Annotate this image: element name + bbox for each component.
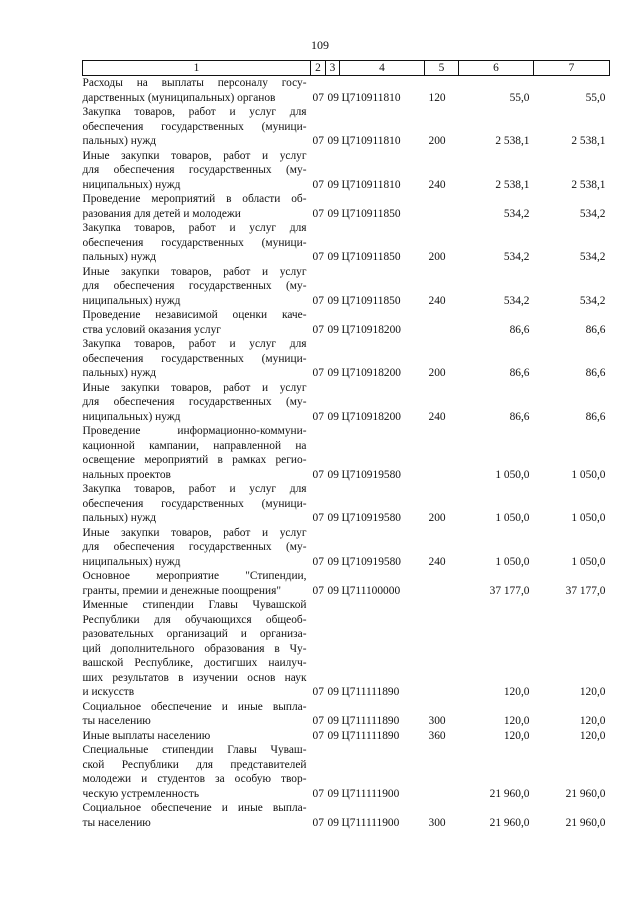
table-row [83,598,610,700]
description-line: Социальное обеспечение и иные выпла- [82,802,307,814]
target-article-code: Ц710919580 [341,468,401,481]
description-line: молодежи и студентов за особую твор- [82,773,307,785]
target-article-code: Ц710911810 [341,178,401,191]
table-row [83,308,610,337]
description-line: и искусств [82,686,135,698]
amount-total: 86,6 [585,367,606,379]
row-description [83,221,311,265]
expense-type-code: 300 [428,715,446,727]
page-number: 109 [311,38,329,52]
table-row [83,700,610,729]
table-row [83,482,610,526]
description-line: ты населению [82,715,151,727]
target-article-code: Ц710911810 [341,91,401,104]
expense-type-code: 200 [428,367,446,379]
amount-total: 55,0 [585,91,606,104]
subsection-code: 09 [327,323,339,336]
expense-type-code: 360 [428,729,446,742]
description-line: обеспечения государственных (муници- [82,497,307,510]
table-row [83,424,610,482]
amount-plan: 86,6 [509,410,530,423]
section-code: 07 [312,251,324,263]
description-line: Основное мероприятие "Стипендии, [82,570,307,582]
expense-type-code: 300 [428,816,446,829]
description-line: ниципальных) нужд [82,294,181,307]
table-row [83,76,610,106]
table-row [83,149,610,193]
column-header: 3 [326,61,340,76]
subsection-code: 09 [327,816,339,829]
section-code: 07 [312,468,324,481]
section-code: 07 [312,410,324,423]
amount-total: 1 050,0 [571,468,606,481]
amount-total: 1 050,0 [571,512,606,524]
description-line: Закупка товаров, работ и услуг для [82,106,307,118]
row-description [83,192,311,221]
target-article-code: Ц710918200 [341,367,401,379]
expense-type-code: 200 [428,512,446,524]
amount-total: 120,0 [579,715,606,727]
section-code: 07 [312,729,324,742]
row-description [83,308,311,337]
amount-total: 37 177,0 [565,584,606,597]
description-line: Проведение информационно-коммуни- [82,425,307,437]
table-row [83,221,610,265]
amount-total: 86,6 [585,323,606,336]
table-row [83,743,610,801]
expense-type-code [425,598,459,700]
amount-total: 1 050,0 [571,555,606,568]
description-line: обеспечения государственных (муници- [82,236,307,249]
target-article-code: Ц711111890 [341,729,400,742]
row-description [83,598,311,700]
expense-type-code: 200 [428,135,446,147]
section-code: 07 [312,178,324,191]
description-line: Именные стипендии Главы Чувашской [82,599,307,611]
description-line: ства условий оказания услуг [82,323,221,336]
subsection-code: 09 [327,135,339,147]
subsection-code: 09 [327,512,339,524]
amount-total: 120,0 [579,729,606,742]
description-line: ниципальных) нужд [82,410,181,423]
description-line: ты населению [82,816,151,829]
description-line: пальных) нужд [82,135,157,147]
description-line: для обеспечения государственных (му- [82,396,307,408]
description-line: ций дополнительного образования в Чу- [82,642,307,655]
description-line: Иные закупки товаров, работ и услуг [82,526,307,539]
target-article-code: Ц710918200 [341,323,401,336]
description-line: Социальное обеспечение и иные выпла- [82,700,307,713]
row-description [83,424,311,482]
amount-plan: 55,0 [509,91,530,104]
amount-plan: 120,0 [503,715,530,727]
description-line: Республики для обучающихся общеоб- [82,613,307,626]
row-description [83,526,311,570]
row-description [83,337,311,381]
description-line: дарственных (муниципальных) органов [82,91,276,104]
amount-plan: 86,6 [509,323,530,336]
expense-type-code: 120 [428,91,446,104]
subsection-code: 09 [327,729,339,742]
expense-type-code [425,743,459,801]
amount-plan: 1 050,0 [495,555,530,568]
subsection-code: 09 [327,584,339,597]
description-line: кационной кампании, направленной на [82,439,307,452]
amount-total: 2 538,1 [571,178,606,191]
row-description [83,265,311,309]
description-line: Закупка товаров, работ и услуг для [82,222,307,234]
table-row [83,105,610,149]
subsection-code: 09 [327,468,339,481]
section-code: 07 [312,294,324,307]
subsection-code: 09 [327,715,339,727]
target-article-code: Ц711100000 [341,584,401,597]
row-description [83,381,311,425]
expense-type-code [425,424,459,482]
target-article-code: Ц710911810 [341,135,401,147]
amount-plan: 120,0 [503,686,530,698]
row-description [83,149,311,193]
amount-total: 2 538,1 [571,135,606,147]
section-code: 07 [312,91,324,104]
subsection-code: 09 [327,410,339,423]
budget-table [82,60,610,830]
target-article-code: Ц710919580 [341,512,401,524]
description-line: пальных) нужд [82,367,157,379]
expense-type-code [425,569,459,598]
description-line: ской Республики для представителей [82,758,307,771]
expense-type-code [425,192,459,221]
row-description [83,105,311,149]
description-line: ниципальных) нужд [82,178,181,191]
description-line: для обеспечения государственных (му- [82,164,307,176]
description-line: Проведение мероприятий в области об- [82,193,307,205]
expense-type-code: 240 [428,178,446,191]
target-article-code: Ц711111890 [341,686,400,698]
row-description [83,569,311,598]
description-line: пальных) нужд [82,251,157,263]
description-line: Иные закупки товаров, работ и услуг [82,381,307,394]
description-line: нальных проектов [82,468,171,481]
table-body [83,76,610,831]
target-article-code: Ц711111900 [341,816,400,829]
section-code: 07 [312,584,324,597]
target-article-code: Ц710911850 [341,251,401,263]
table-row [83,801,610,830]
subsection-code: 09 [327,207,339,220]
description-line: разования для детей и молодежи [82,207,241,220]
table-row [83,192,610,221]
table-row [83,569,610,598]
amount-total: 21 960,0 [565,787,606,800]
amount-plan: 2 538,1 [495,178,530,191]
column-header: 6 [459,61,534,76]
description-line: Расходы на выплаты персоналу госу- [82,77,307,89]
table-header-row [83,61,610,76]
column-header: 5 [425,61,459,76]
description-line: Иные выплаты населению [82,729,211,742]
amount-plan: 534,2 [503,251,530,263]
amount-total: 21 960,0 [565,816,606,829]
section-code: 07 [312,512,324,524]
description-line: вашской Республике, достигших наилуч- [82,657,307,669]
amount-plan: 120,0 [503,729,530,742]
table-row [83,729,610,744]
target-article-code: Ц710911850 [341,294,401,307]
expense-type-code [425,308,459,337]
target-article-code: Ц710919580 [341,555,401,568]
section-code: 07 [312,816,324,829]
section-code: 07 [312,135,324,147]
description-line: разовательных организаций и организа- [82,628,307,640]
subsection-code: 09 [327,178,339,191]
column-header: 2 [311,61,326,76]
amount-plan: 21 960,0 [489,787,530,800]
description-line: ниципальных) нужд [82,555,181,568]
section-code: 07 [312,715,324,727]
expense-type-code: 240 [428,294,446,307]
description-line: Закупка товаров, работ и услуг для [82,483,307,495]
description-line: для обеспечения государственных (му- [82,541,307,553]
amount-total: 534,2 [579,251,606,263]
row-description [83,700,311,729]
column-header: 1 [83,61,311,76]
description-line: Специальные стипендии Главы Чуваш- [82,744,307,756]
row-description [83,801,311,830]
row-description [83,729,311,744]
amount-plan: 21 960,0 [489,816,530,829]
target-article-code: Ц711111900 [341,787,400,800]
description-line: обеспечения государственных (муници- [82,352,307,365]
subsection-code: 09 [327,251,339,263]
description-line: ческую устремленность [82,787,200,800]
description-line: Проведение независимой оценки каче- [82,309,307,321]
description-line: Иные закупки товаров, работ и услуг [82,265,307,278]
section-code: 07 [312,686,324,698]
amount-total: 534,2 [579,207,606,220]
table-row [83,526,610,570]
target-article-code: Ц710911850 [341,207,401,220]
amount-plan: 2 538,1 [495,135,530,147]
subsection-code: 09 [327,787,339,800]
subsection-code: 09 [327,91,339,104]
subsection-code: 09 [327,367,339,379]
amount-total: 120,0 [579,686,606,698]
description-line: Закупка товаров, работ и услуг для [82,338,307,350]
column-header: 7 [534,61,610,76]
description-line: ших результатов в изучении основ наук [82,671,307,684]
amount-plan: 1 050,0 [495,468,530,481]
expense-type-code: 200 [428,251,446,263]
row-description [83,743,311,801]
expense-type-code: 240 [428,410,446,423]
amount-plan: 86,6 [509,367,530,379]
amount-total: 86,6 [585,410,606,423]
description-line: пальных) нужд [82,512,157,524]
section-code: 07 [312,787,324,800]
expense-type-code: 240 [428,555,446,568]
column-header: 4 [340,61,425,76]
table-row [83,337,610,381]
description-line: гранты, премии и денежные поощрения" [82,584,281,597]
amount-total: 534,2 [579,294,606,307]
row-description [83,482,311,526]
section-code: 07 [312,207,324,220]
description-line: для обеспечения государственных (му- [82,280,307,292]
subsection-code: 09 [327,294,339,307]
amount-plan: 534,2 [503,207,530,220]
table-row [83,265,610,309]
description-line: обеспечения государственных (муници- [82,120,307,133]
section-code: 07 [312,323,324,336]
row-description [83,76,311,106]
table-row [83,381,610,425]
amount-plan: 534,2 [503,294,530,307]
section-code: 07 [312,367,324,379]
target-article-code: Ц710918200 [341,410,401,423]
subsection-code: 09 [327,686,339,698]
subsection-code: 09 [327,555,339,568]
description-line: освещение мероприятий в рамках регио- [82,454,307,466]
description-line: Иные закупки товаров, работ и услуг [82,149,307,162]
amount-plan: 1 050,0 [495,512,530,524]
amount-plan: 37 177,0 [489,584,530,597]
section-code: 07 [312,555,324,568]
target-article-code: Ц711111890 [341,715,400,727]
